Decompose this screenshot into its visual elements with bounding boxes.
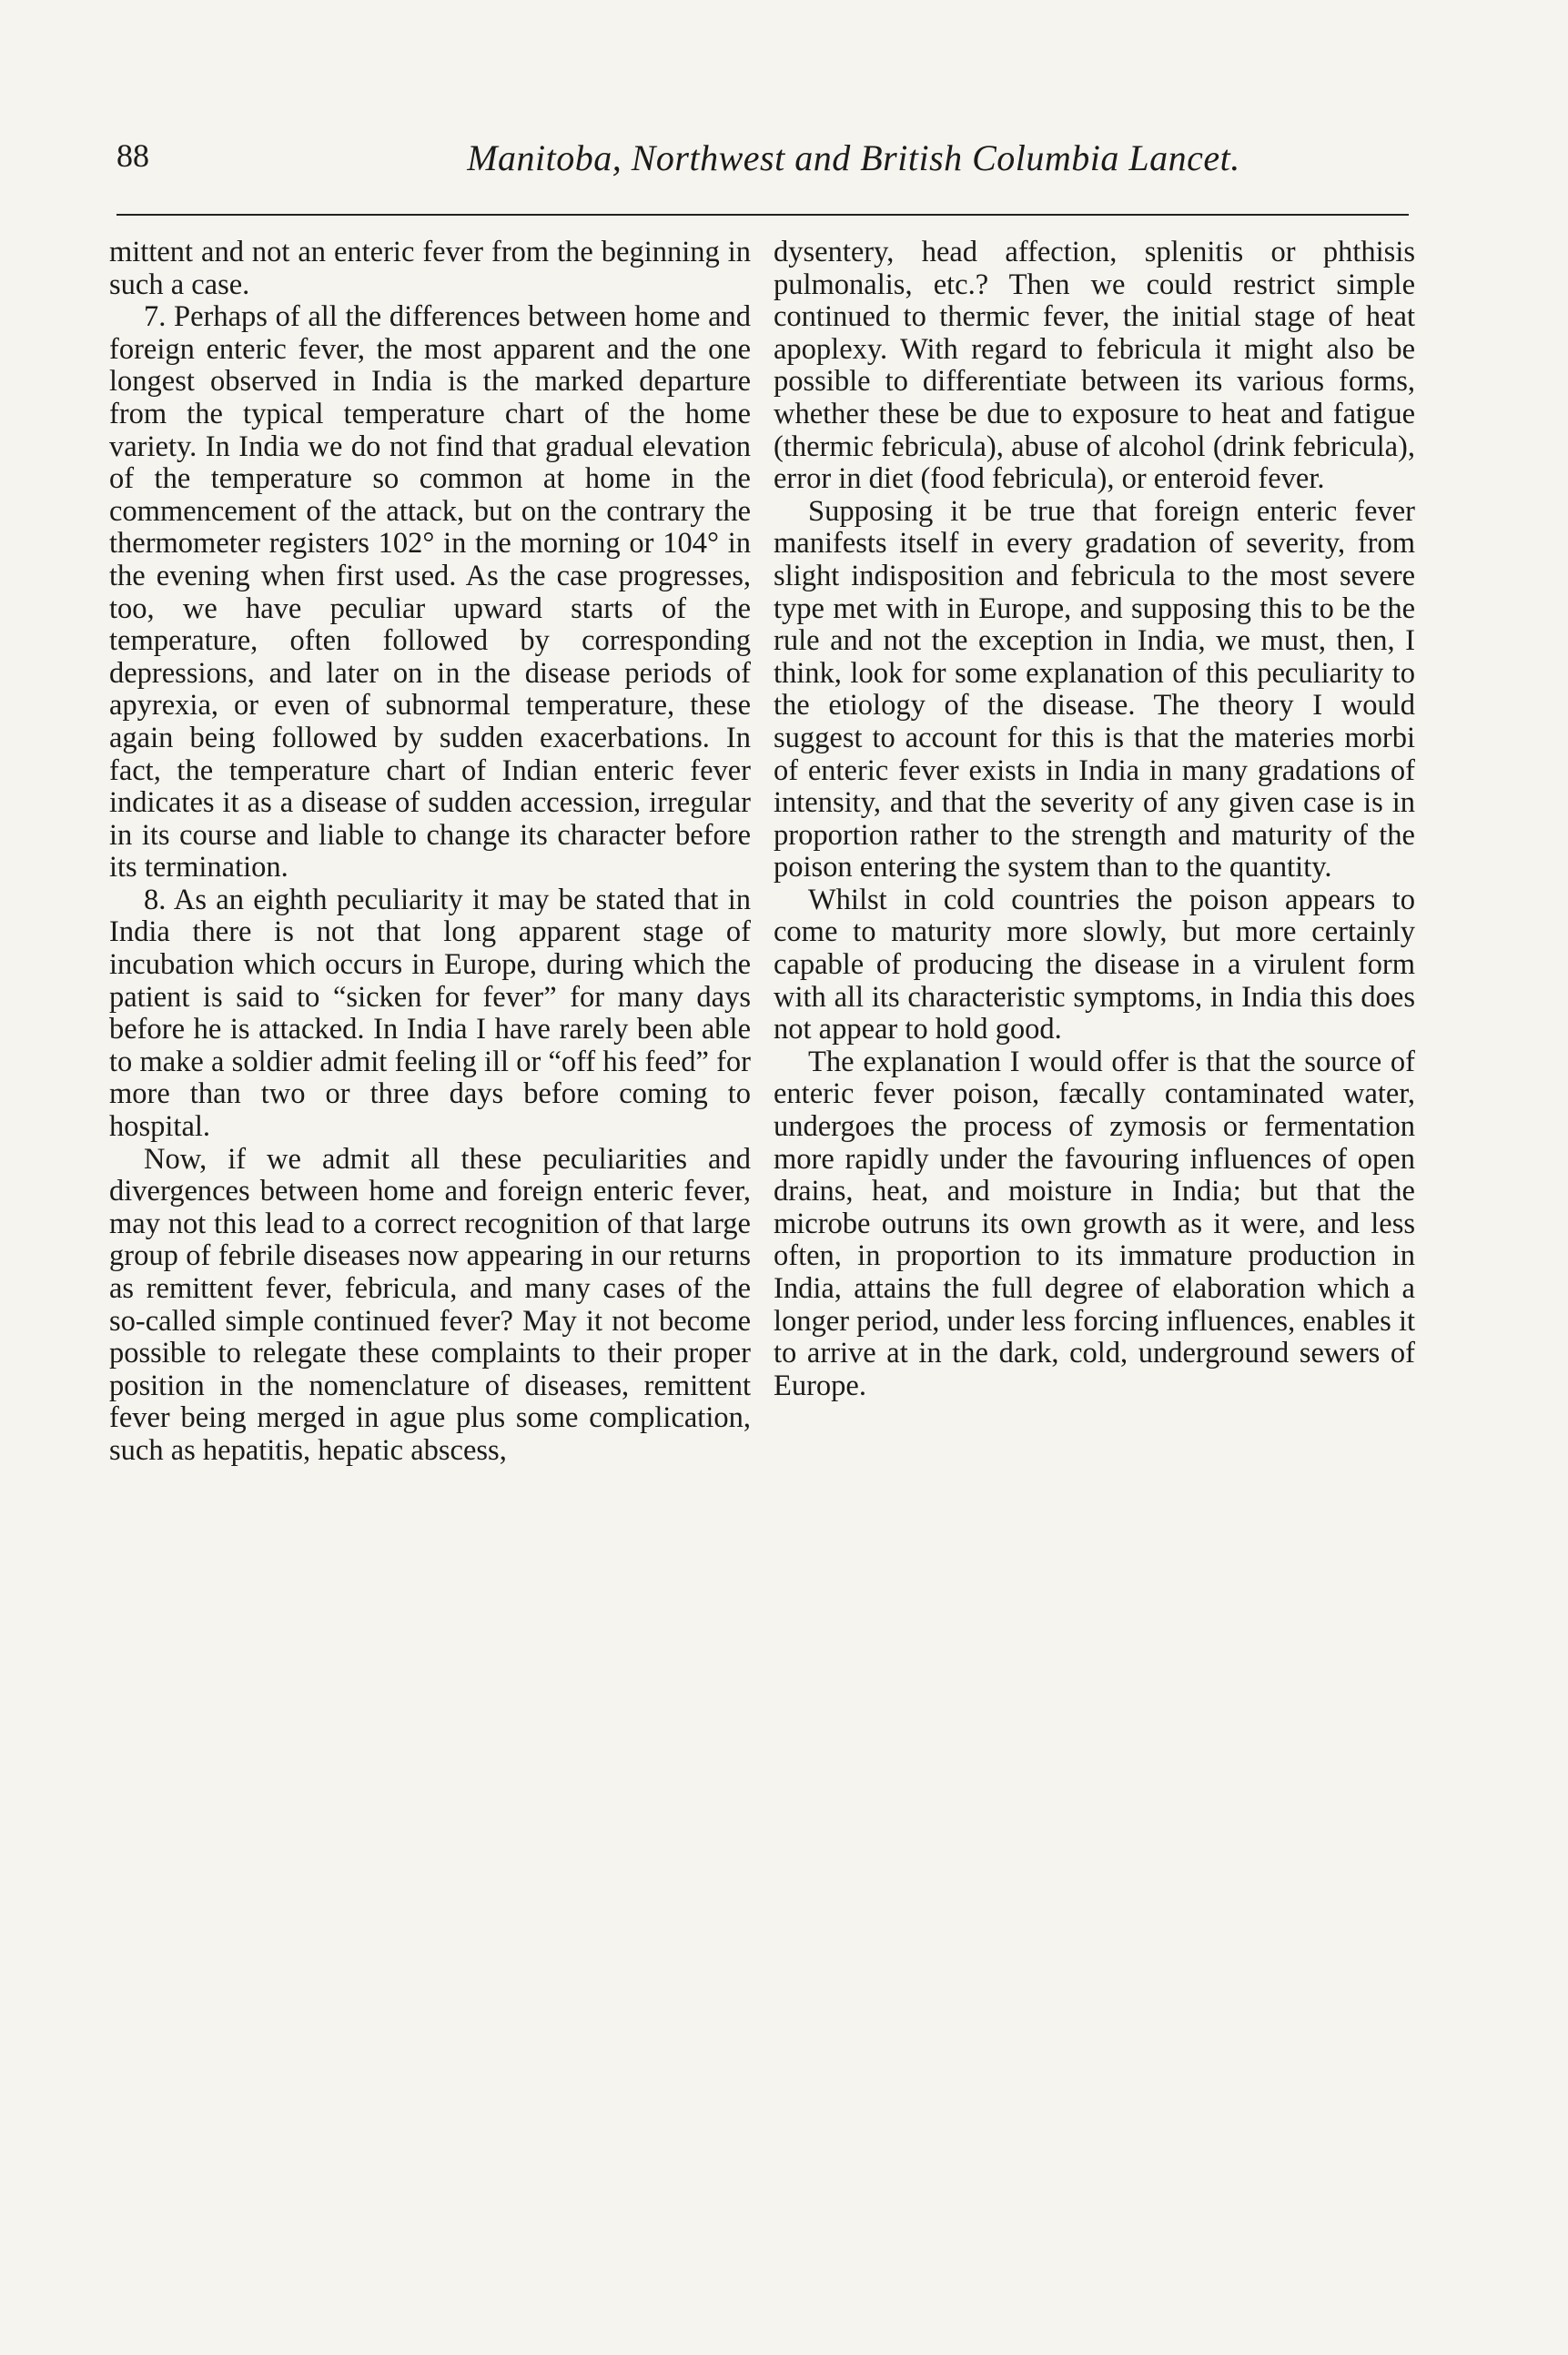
page-header bbox=[116, 136, 1409, 180]
paragraph: The explanation I would offer is that the source of enteric fever poison, fæcally contaminated water, undergoes the process of zymosis or fermentation more rapidly under the favouring influences of open drains, heat, and moisture in India; but that the microbe outruns its own growth as it were, and less often, in proportion to its immature production in India, attains the full degree of elaboration which a longer period, under less forcing influences, enables it to arrive at in the dark, cold, underground sewers of Europe. bbox=[774, 1045, 1415, 1402]
paragraph: Supposing it be true that foreign enteric fever manifests itself in every gradation of severity, from slight indisposition and febricula to the most severe type met with in Europe, and supposing this to be the rule and not the exception in India, we must, then, I think, look for some explanation of this peculiarity to the etiology of the disease. The theory I would suggest to account for this is that the materies morbi of enteric fever exists in India in many gradations of intensity, and that the severity of any given case is in proportion rather to the strength and maturity of the poison entering the system than to the quantity. bbox=[774, 494, 1415, 884]
paragraph: 8. As an eighth peculiarity it may be stated that in India there is not that long apparent stage of incubation which occurs in Europe, during which the patient is said to “sicken for fever” for many days before he is attacked. In India I have rarely been able to make a soldier admit feeling ill or “off his feed” for more than two or three days before coming to hospital. bbox=[109, 883, 751, 1144]
paragraph: 7. Perhaps of all the differences between home and foreign enteric fever, the most apparent and the one longest observed in India is the marked departure from the typical temperature chart of the home variety. In India we do not find that gradual elevation of the temperature so common at home in the commencement of the attack, but on the contrary the thermometer registers 102° in the morning or 104° in the evening when first used. As the case progresses, too, we have peculiar upward starts of the temperature, often followed by corresponding depressions, and later on in the disease periods of apyrexia, or even of subnormal temperature, these again being followed by sudden exacerbations. In fact, the temperature chart of Indian enteric fever indicates it as a disease of sudden accession, irregular in its course and liable to change its character before its termination. bbox=[109, 300, 751, 884]
paragraph: mittent and not an enteric fever from the beginning in such a case. bbox=[109, 236, 751, 301]
left-column bbox=[109, 237, 751, 1468]
paragraph: Whilst in cold countries the poison appears to come to maturity more slowly, but more certainly capable of producing the disease in a virulent form with all its characteristic symptoms, in India this does not appear to hold good. bbox=[774, 883, 1415, 1046]
right-column bbox=[774, 237, 1415, 1402]
page-number: 88 bbox=[116, 137, 149, 174]
running-head: Manitoba, Northwest and British Columbia Lancet. bbox=[467, 137, 1240, 178]
paragraph: dysentery, head affection, splenitis or phthisis pulmonalis, etc.? Then we could restrict simple continued to thermic fever, the initial stage of heat apoplexy. With regard to febricula it might also be possible to differentiate between its various forms, whether these be due to exposure to heat and fatigue (thermic febricula), abuse of alcohol (drink febricula), error in diet (food febricula), or enteroid fever. bbox=[774, 236, 1415, 496]
paragraph: Now, if we admit all these peculiarities and divergences between home and foreign enteric fever, may not this lead to a correct recognition of that large group of febrile diseases now appearing in our returns as remittent fever, febricula, and many cases of the so-called simple continued fever? May it not become possible to relegate these complaints to their proper position in the nomenclature of diseases, remittent fever being merged in ague plus some complication, such as hepatitis, hepatic abscess, bbox=[109, 1142, 751, 1467]
header-rule bbox=[116, 214, 1409, 216]
